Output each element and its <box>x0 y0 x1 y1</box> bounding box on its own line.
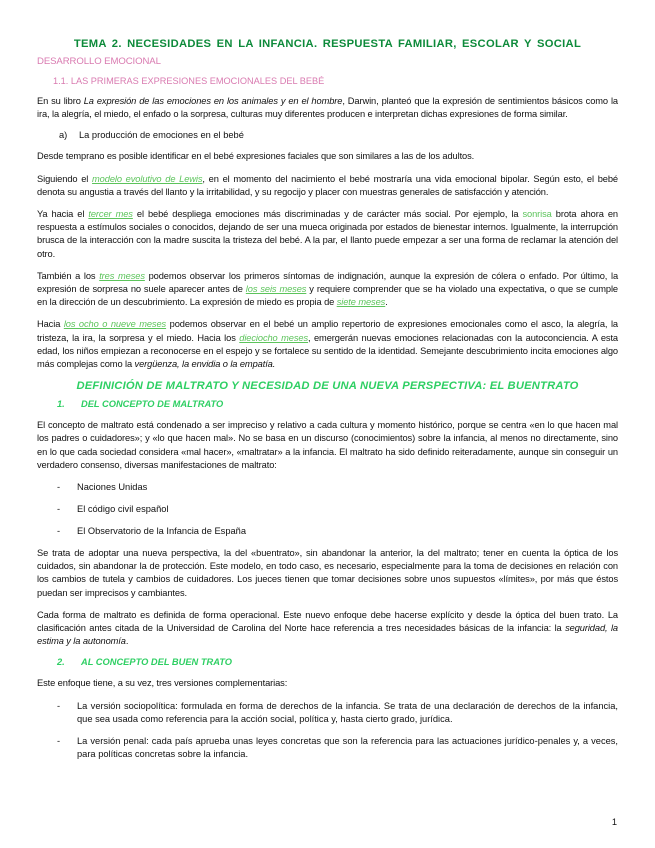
list-versions <box>37 700 618 761</box>
highlight-link: los ocho o nueve meses <box>63 319 167 330</box>
text: brota ahora en respuesta a estímulos sociales o conocidos, dejando de ser una mueca originada por estados de bienestar internos. Igualmente, la interrupción brusca de la interacción con la madre suscita la tristeza del bebé. A la par, el llanto puede empezar a ser una forma de reclamar la atención del otro. <box>37 209 618 259</box>
page-number: 1 <box>611 817 617 827</box>
text: , Darwin, planteó que la expresión de sentimientos básicos como la ira, la alegría, el miedo, el enfado o la sorpresa, culturas muy diferentes producen e interpretan dichas expresiones de forma similar. <box>37 96 618 120</box>
heading-a-text: La producción de emociones en el bebé <box>79 130 244 141</box>
list-institutions <box>37 481 618 538</box>
list-item: - Naciones Unidas <box>37 481 618 494</box>
paragraph-darwin <box>37 95 618 121</box>
paragraph-approach: Este enfoque tiene, a su vez, tres versiones complementarias: <box>37 678 288 689</box>
heading-number: 2. <box>57 657 65 668</box>
text: el bebé despliega emociones más discriminadas y de carácter más social. Por ejemplo, la <box>132 209 523 220</box>
text: podemos observar los primeros síntomas de indignación, aunque la expresión de cólera o enfado. Por último, la expresión de sorpresa no suele aparecer antes de <box>37 270 619 295</box>
heading-text: DEL CONCEPTO DE MALTRATO <box>81 399 224 410</box>
highlight-link: tres meses <box>99 270 145 281</box>
section-heading-maltrato: DEFINICIÓN DE MALTRATO Y NECESIDAD DE UNA NUEVA PERSPECTIVA: EL BUENTRATO <box>76 380 579 393</box>
text: . <box>125 636 129 647</box>
highlight-link: modelo evolutivo de Lewis <box>92 173 203 184</box>
text: , emergerán nuevas emociones relacionadas con la autoconciencia. A esta edad, los niños empiezan a reconocerse en el espejo y se fortalece su sentido de la identidad. Semejante descubrimiento incita emociones algo más complejas como la <box>37 332 618 370</box>
highlight-link: dieciocho meses <box>239 332 309 343</box>
heading-a-number: a) <box>59 130 68 141</box>
heading-a <box>59 130 618 140</box>
paragraph-maltrato-concept: El concepto de maltrato está condenado a ser impreciso y relativo a cada cultura y momento histórico, porque se centra «en lo que hacen mal los padres o cuidadores»; y «lo que hacen mal». No se basa en un discurso (conocimientos) sobre la infancia, al menos no directamente, sino en lo que cada sociedad considera «mal hacer», «maltratar» a la infancia. El maltrato ha sido definido reiteradamente, aunque sin conseguir un verdadero consenso, diversas manifestaciones de maltrato: <box>37 420 618 470</box>
text: También a los <box>37 270 100 281</box>
book-title: La expresión de las emociones en los animales y en el hombre <box>83 96 343 106</box>
list-item: - La versión sociopolítica: formulada en forma de derechos de la infancia. Se trata de una declaración de derechos de la infancia, que sea usada como referencia para la acción social, política y, hasta cierto grado, jurídica. <box>37 700 618 726</box>
highlight-link: tercer mes <box>88 209 133 220</box>
text: Cada forma de maltrato es definida de forma operacional. Este nuevo enfoque debe hacerse explícito y desde la óptica del buen trato. La clasificación antes citada de la Universidad de Carolina del Norte hace referencia a tres necesidades básicas de la infancia: la <box>37 609 618 634</box>
text: . <box>385 297 388 308</box>
heading-number: 1. <box>57 399 65 410</box>
text: Ya hacia el <box>37 209 89 220</box>
highlight-link: siete meses <box>336 297 386 308</box>
subsection-heading: 1.1. LAS PRIMERAS EXPRESIONES EMOCIONALES DEL BEBÉ <box>53 76 325 86</box>
document-content <box>37 38 618 770</box>
text: podemos observar en el bebé un amplio repertorio de expresiones emocionales como el asco, la alegría, la tristeza, la ira, la sorpresa y el miedo. Hacia los <box>37 319 618 343</box>
paragraph-facial-expressions: Desde temprano es posible identificar en el bebé expresiones faciales que son similares a las de los adultos. <box>37 151 475 162</box>
text: y requiere comprender que se ha violado una expectativa, o que se cumple en la dirección de un descubrimiento. La expresión de miedo es propia de <box>37 284 618 308</box>
text: , en el momento del nacimiento el bebé mostraría una vida emocional bipolar. Según esto, el bebé denota su angustia a través del llanto y la irritabilidad, y su regocijo y placer con muestras generales de satisfacción y atención. <box>37 173 618 197</box>
heading-text: AL CONCEPTO DEL BUEN TRATO <box>81 657 233 668</box>
text: En su libro <box>37 96 84 106</box>
list-item: - El código civil español <box>37 503 618 516</box>
document-title: TEMA 2. NECESIDADES EN LA INFANCIA. RESPUESTA FAMILIAR, ESCOLAR Y SOCIAL <box>73 38 582 50</box>
paragraph-three-months <box>37 270 618 310</box>
list-item: - El Observatorio de la Infancia de España <box>37 525 618 538</box>
emphasis: vergüenza, la envidia o la empatía. <box>134 359 276 370</box>
paragraph-eight-months <box>37 318 618 371</box>
paragraph-lewis <box>37 173 618 199</box>
paragraph-operational <box>37 609 618 649</box>
emphasis: seguridad, la estima y la autonomía <box>37 623 618 647</box>
list-item: - La versión penal: cada país aprueba unas leyes concretas que son la referencia para las actuaciones jurídico-penales y, a veces, para políticas concretas sobre la infancia. <box>37 735 618 761</box>
text: Hacia <box>37 319 64 330</box>
section-heading: DESARROLLO EMOCIONAL <box>37 56 161 67</box>
text: Siguiendo el <box>37 173 93 184</box>
numbered-heading-2 <box>57 657 618 667</box>
numbered-heading-1 <box>57 399 618 409</box>
highlight-word: sonrisa <box>522 209 552 220</box>
highlight-link: los seis meses <box>245 284 307 295</box>
paragraph-third-month <box>37 208 618 261</box>
paragraph-buentrato: Se trata de adoptar una nueva perspectiva, la del «buentrato», sin abandonar la anterior, la del maltrato; tener en cuenta la óptica de los cuidados, sin abandonar la de protección. Este modelo, en todo caso, es necesario, especialmente para la toma de decisiones en relación con los cambios de tutela y cambios de cuidadores. Los jueces tienen que tomar decisiones sobre unos supuestos «límites», por más que éstos puedan ser imprecisos y cambiantes. <box>37 548 618 598</box>
